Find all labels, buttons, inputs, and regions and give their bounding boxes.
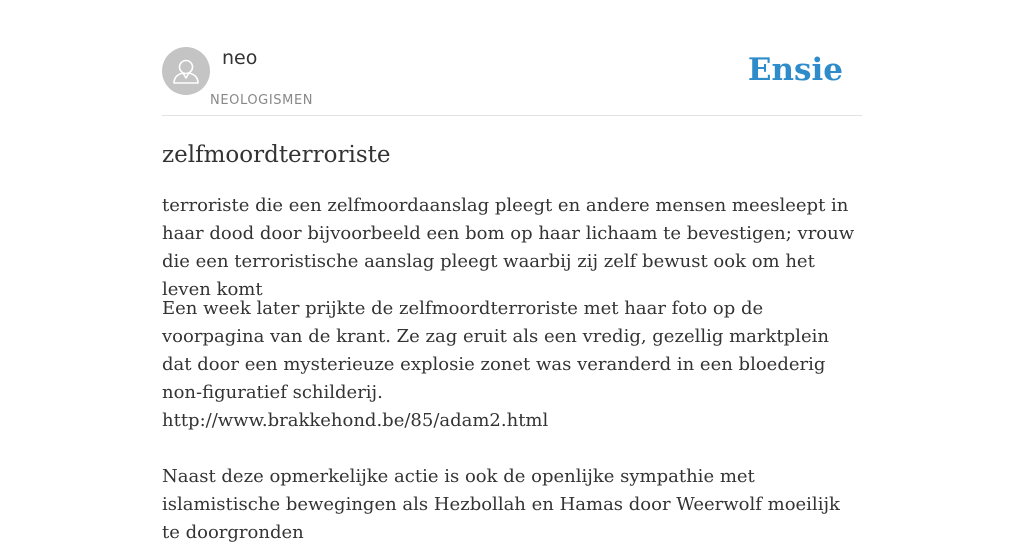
example-paragraph: Een week later prijkte de zelfmoordterroriste met haar foto op de voorpagina van de krant. Ze zag eruit als een vredig, gezellig marktplein dat door een mysterieuze explosie zonet was veranderd in een bloederig non-figuratief schilderij. (162, 298, 829, 403)
author-username[interactable]: neo (222, 47, 258, 69)
dictionary-category[interactable]: NEOLOGISMEN (210, 93, 314, 108)
header-divider (162, 115, 862, 116)
entry-card (162, 0, 862, 543)
entry-example (162, 295, 862, 547)
example-source-link[interactable]: http://www.brakkehond.be/85/adam2.html (162, 410, 549, 431)
example-paragraph: Naast deze opmerkelijke actie is ook de openlijke sympathie met islamistische bewegingen als Hezbollah en Hamas door Weerwolf moeilijk te doorgronden (162, 466, 840, 543)
user-avatar-icon (162, 47, 210, 95)
avatar[interactable] (162, 47, 210, 95)
entry-definition: terroriste die een zelfmoordaanslag pleegt en andere mensen meesleept in haar dood door bijvoorbeeld een bom op haar lichaam te bevestigen; vrouw die een terroristische aanslag pleegt waarbij zij zelf bewust ook om het leven komt (162, 195, 855, 300)
entry-title: zelfmoordterroriste (162, 142, 391, 168)
brand-logo[interactable]: Ensie (747, 52, 843, 88)
paragraph-spacer (162, 435, 862, 463)
